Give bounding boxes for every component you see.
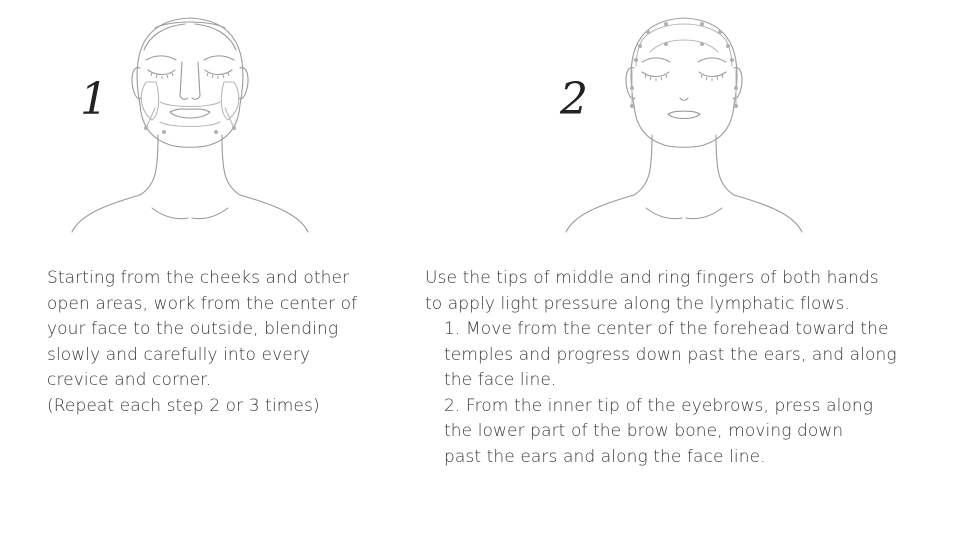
text-line: Starting from the cheeks and other: [47, 268, 350, 288]
text-line: Use the tips of middle and ring fingers of both hands: [425, 268, 879, 288]
text-line: 2. From the inner tip of the eyebrows, press along: [444, 395, 874, 416]
text-line: your face to the outside, blending: [47, 319, 339, 339]
step-description: [425, 266, 945, 470]
step-description: [47, 266, 407, 419]
face-massage-lymphatic-icon: [554, 10, 814, 235]
step-1: [0, 0, 420, 541]
step-number: 2: [560, 74, 588, 125]
text-line: the face line.: [444, 370, 557, 390]
text-line: open areas, work from the center of: [47, 293, 358, 314]
text-line: (Repeat each step 2 or 3 times): [47, 395, 320, 416]
text-line: temples and progress down past the ears, and along: [444, 344, 897, 365]
step-2: [420, 0, 962, 541]
text-line: crevice and corner.: [47, 370, 212, 390]
text-line: past the ears and along the face line.: [444, 446, 766, 467]
text-line: slowly and carefully into every: [47, 344, 311, 365]
text-line: 1. Move from the center of the forehead toward the: [444, 319, 889, 339]
step-number: 1: [80, 74, 108, 125]
text-line: to apply light pressure along the lymphatic flows.: [425, 293, 850, 314]
text-line: the lower part of the brow bone, moving down: [444, 421, 844, 441]
